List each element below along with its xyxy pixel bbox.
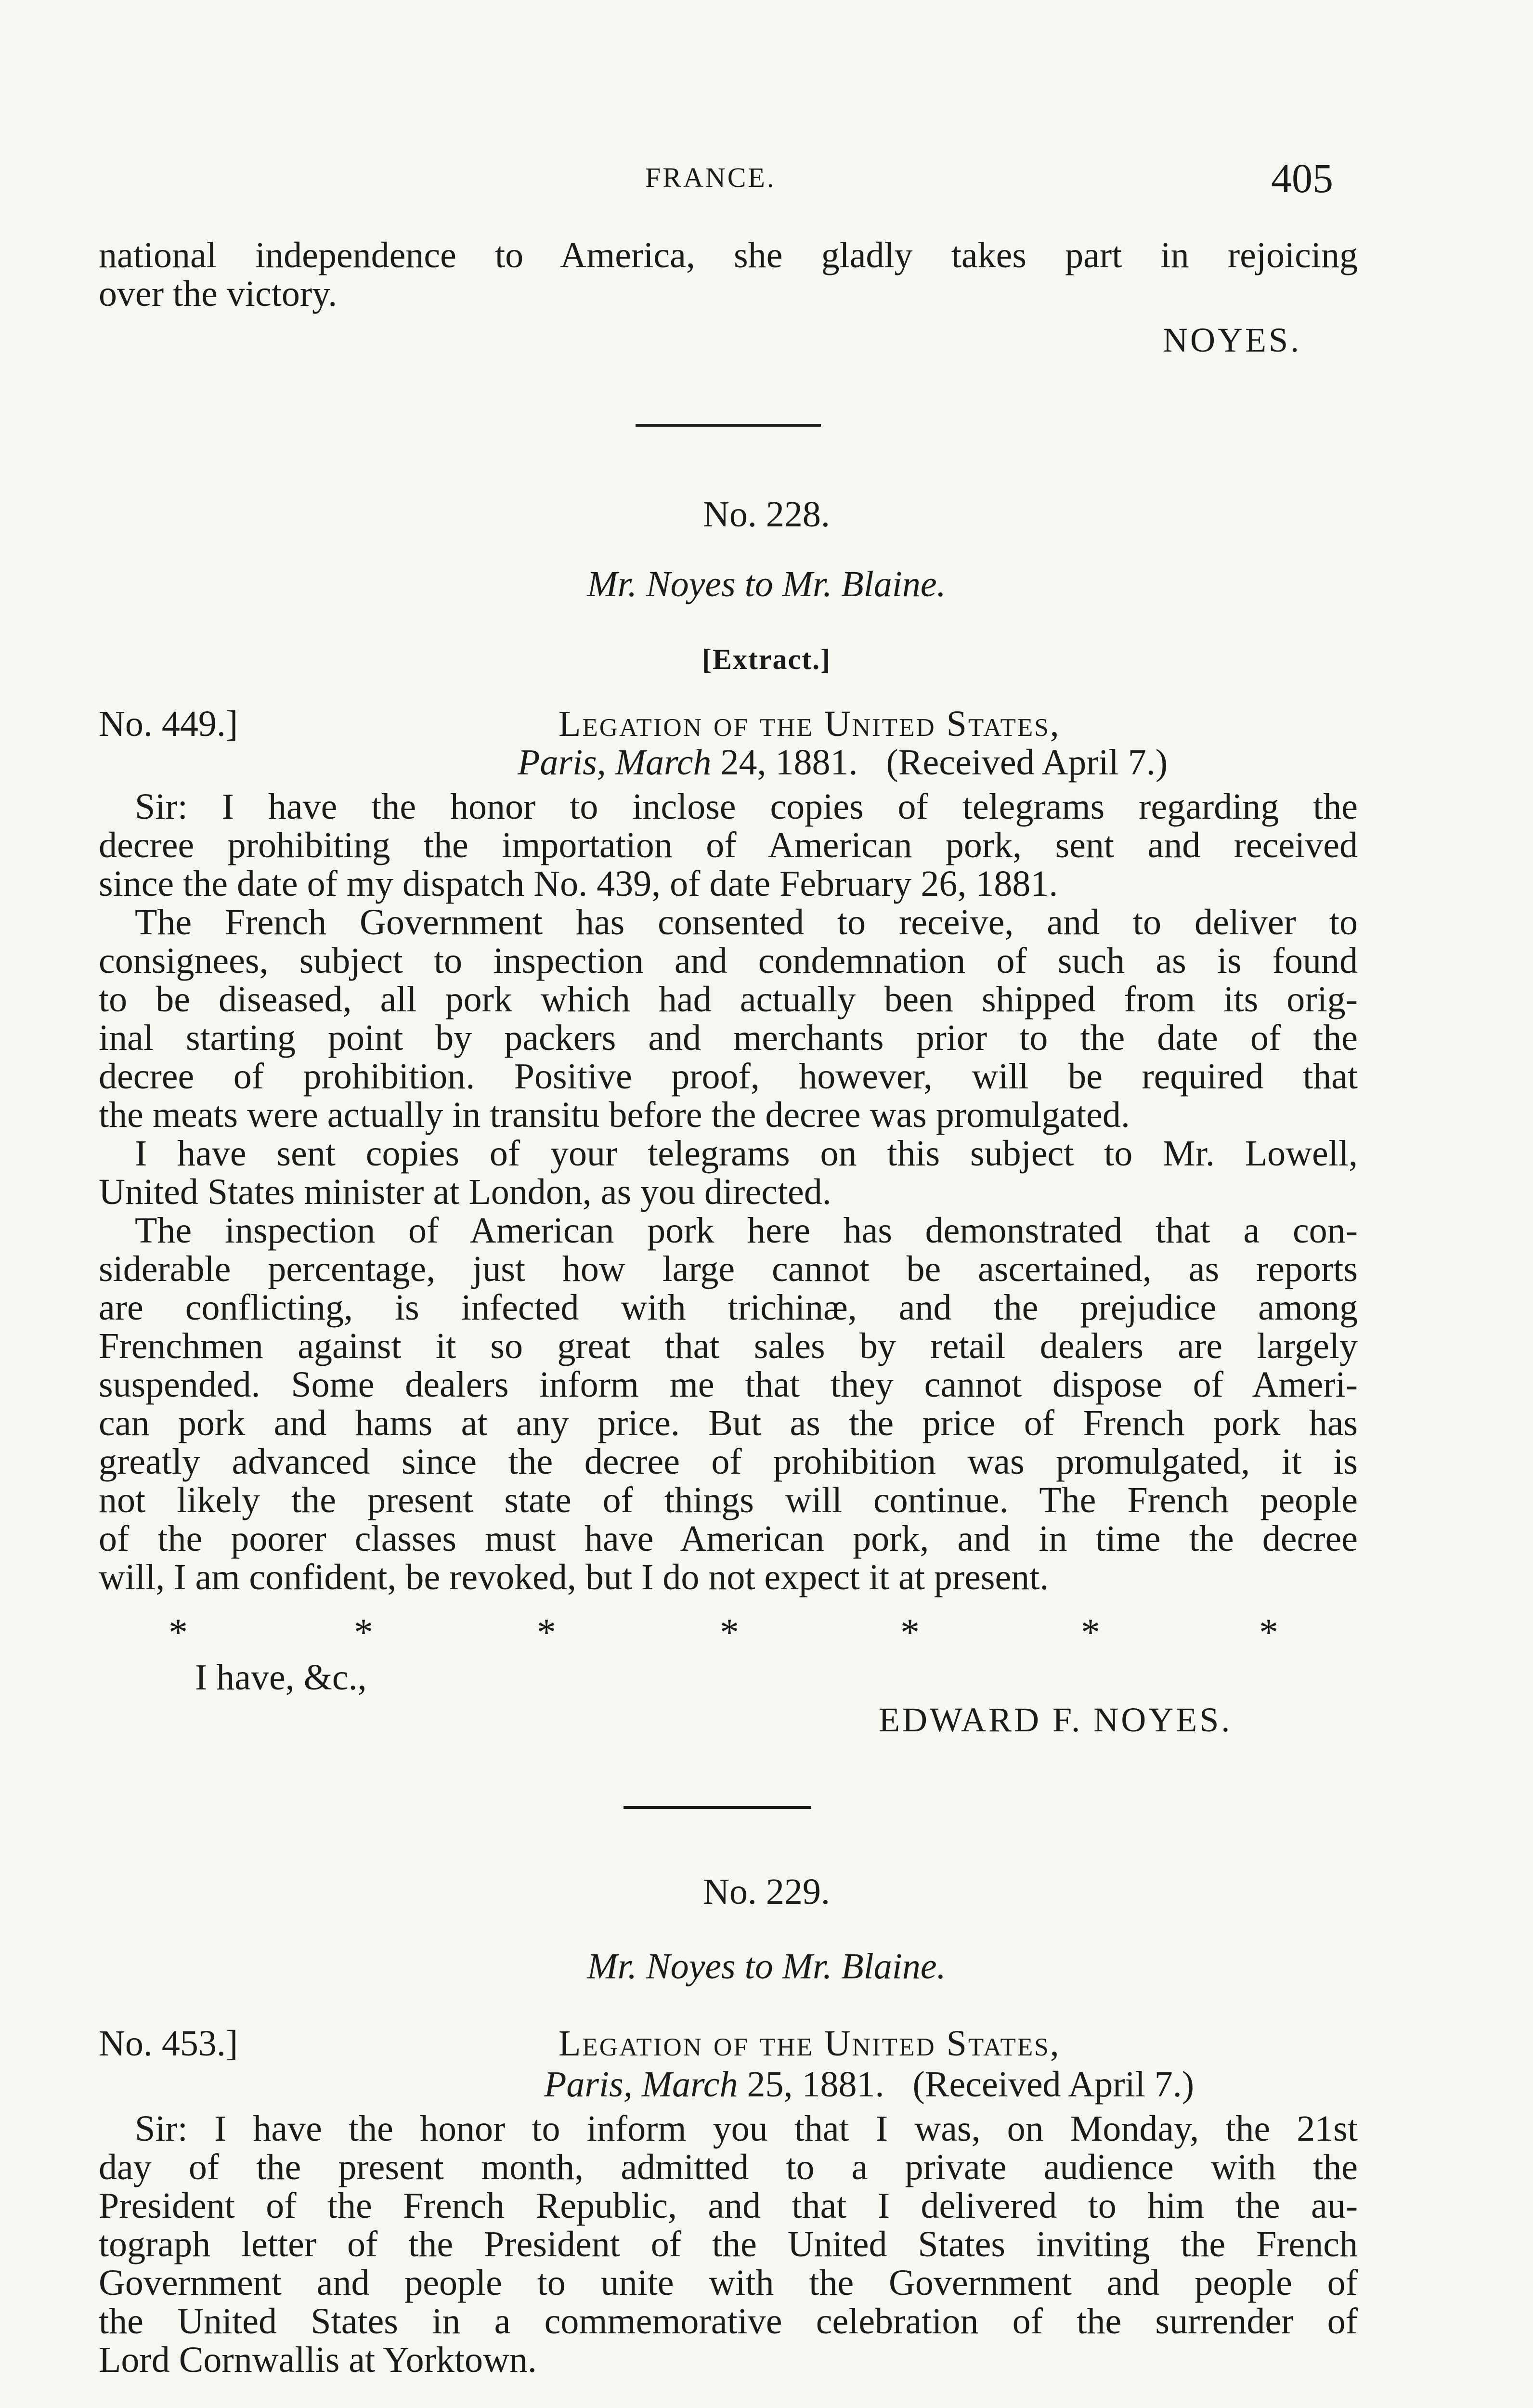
doc228-p3-line-1: I have sent copies of your telegrams on this subject to Mr. Lowell, <box>135 1133 1358 1174</box>
continuation-signature: NOYES. <box>1163 321 1302 359</box>
doc228-reference-number: No. 449.] <box>99 704 238 744</box>
doc228-p2-line-1: The French Government has consented to receive, and to deliver to <box>135 902 1358 942</box>
omission-star: * <box>354 1611 373 1654</box>
doc228-place: Paris, <box>518 742 606 783</box>
doc228-dateline <box>518 742 1168 784</box>
omission-star: * <box>1259 1611 1278 1654</box>
doc229-p1-line-2: day of the present month, admitted to a private audience with the <box>99 2147 1358 2187</box>
doc228-p4-line-1: The inspection of American pork here has demonstrated that a con- <box>135 1210 1358 1251</box>
doc229-p1-line-5: Government and people to unite with the Government and people of <box>99 2263 1358 2303</box>
doc228-signature: EDWARD F. NOYES. <box>879 1701 1233 1739</box>
running-header: FRANCE. <box>645 162 776 193</box>
doc228-p4-line-4: Frenchmen against it so great that sales by retail dealers are largely <box>99 1326 1358 1366</box>
doc228-p3-line-2: United States minister at London, as you directed. <box>99 1172 831 1212</box>
doc229-place: Paris, <box>544 2064 633 2105</box>
doc228-date: 24, 1881. <box>720 742 858 783</box>
doc228-p4-line-5: suspended. Some dealers inform me that they cannot dispose of Ameri- <box>99 1364 1358 1405</box>
section-divider-1 <box>636 424 821 427</box>
doc229-p1-line-3: President of the French Republic, and that I delivered to him the au- <box>99 2186 1358 2226</box>
doc228-p4-line-8: not likely the present state of things will continue. The French people <box>99 1480 1358 1520</box>
doc229-month: March <box>641 2064 738 2105</box>
page-number: 405 <box>1271 155 1333 201</box>
doc228-p2-line-6: the meats were actually in transitu before the decree was promulgated. <box>99 1095 1130 1135</box>
doc228-extract-label: [Extract.] <box>702 643 831 675</box>
doc228-p1-line-1: Sir: I have the honor to inclose copies of telegrams regarding the <box>135 786 1358 827</box>
omission-star: * <box>1081 1611 1100 1654</box>
doc229-p1-line-4: tograph letter of the President of the United States inviting the French <box>99 2224 1358 2264</box>
omission-star: * <box>720 1611 739 1654</box>
doc228-month: March <box>615 742 712 783</box>
omission-star: * <box>169 1611 188 1654</box>
doc229-received: (Received April 7.) <box>912 2064 1195 2105</box>
doc228-heading: Mr. Noyes to Mr. Blaine. <box>587 564 946 604</box>
doc228-closing: I have, &c., <box>195 1657 367 1698</box>
omission-star: * <box>900 1611 920 1654</box>
doc228-number: No. 228. <box>703 494 830 535</box>
doc229-p1-line-1: Sir: I have the honor to inform you that I was, on Monday, the 21st <box>135 2108 1358 2149</box>
doc228-p2-line-5: decree of prohibition. Positive proof, however, will be required that <box>99 1056 1358 1097</box>
doc228-p1-line-3: since the date of my dispatch No. 439, of date February 26, 1881. <box>99 864 1058 904</box>
doc228-p1-line-2: decree prohibiting the importation of American pork, sent and received <box>99 825 1358 865</box>
doc228-p4-line-2: siderable percentage, just how large cannot be ascertained, as reports <box>99 1249 1358 1289</box>
doc229-p1-line-6: the United States in a commemorative celebration of the surrender of <box>99 2301 1358 2342</box>
doc228-p4-line-10: will, I am confident, be revoked, but I do not expect it at present. <box>99 1557 1049 1597</box>
doc229-legation: Legation of the United States, <box>559 2023 1061 2064</box>
continuation-line-1: national independence to America, she gladly takes part in rejoicing <box>99 235 1358 275</box>
doc228-p4-line-3: are conflicting, is infected with trichinæ, and the prejudice among <box>99 1287 1358 1328</box>
section-divider-2 <box>624 1806 811 1809</box>
doc228-p2-line-4: inal starting point by packers and merchants prior to the date of the <box>99 1018 1358 1058</box>
doc228-received: (Received April 7.) <box>886 742 1168 783</box>
doc229-date: 25, 1881. <box>747 2064 884 2105</box>
doc228-p4-line-9: of the poorer classes must have American pork, and in time the decree <box>99 1518 1358 1559</box>
doc228-p2-line-3: to be diseased, all pork which had actually been shipped from its orig- <box>99 979 1358 1020</box>
doc229-dateline <box>544 2064 1194 2106</box>
omission-star: * <box>537 1611 556 1654</box>
doc228-p4-line-7: greatly advanced since the decree of prohibition was promulgated, it is <box>99 1441 1358 1482</box>
continuation-line-2: over the victory. <box>99 274 338 314</box>
doc229-number: No. 229. <box>703 1871 830 1912</box>
doc229-reference-number: No. 453.] <box>99 2023 238 2064</box>
doc229-p1-line-7: Lord Cornwallis at Yorktown. <box>99 2340 537 2380</box>
doc228-p4-line-6: can pork and hams at any price. But as the price of French pork has <box>99 1403 1358 1443</box>
doc228-p2-line-2: consignees, subject to inspection and condemnation of such as is found <box>99 941 1358 981</box>
doc229-heading: Mr. Noyes to Mr. Blaine. <box>587 1946 946 1987</box>
doc228-legation: Legation of the United States, <box>559 704 1061 744</box>
